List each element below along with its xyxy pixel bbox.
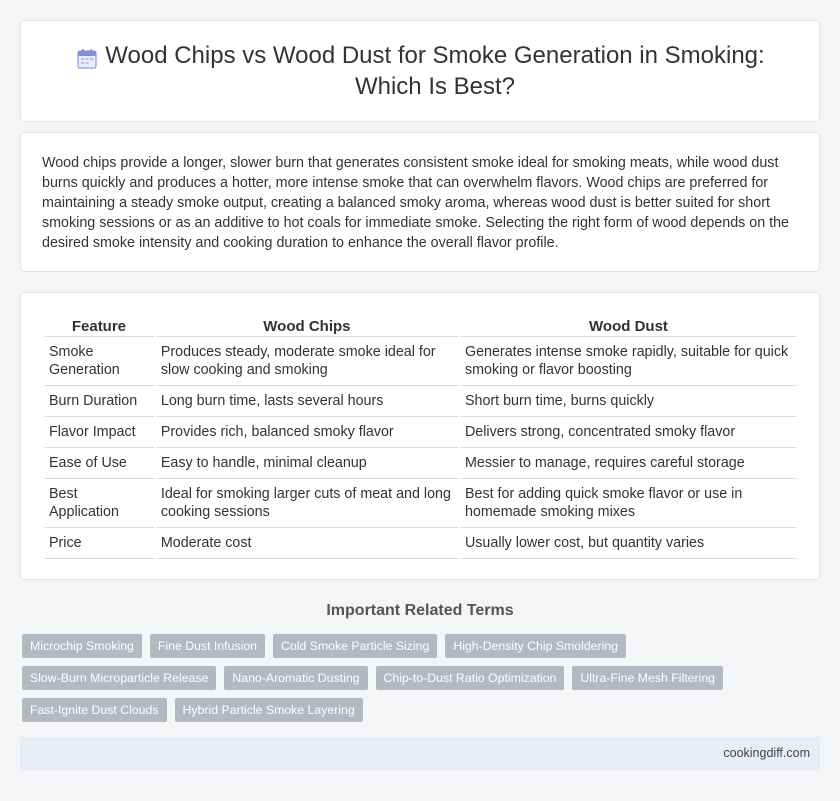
related-term-tag[interactable]: Slow-Burn Microparticle Release	[22, 666, 216, 690]
wood-dust-cell: Generates intense smoke rapidly, suitable for quick smoking or flavor boosting	[460, 337, 797, 386]
page-title: Wood Chips vs Wood Dust for Smoke Generation in Smoking: Which Is Best?	[105, 42, 765, 100]
wood-chips-cell: Moderate cost	[156, 528, 458, 559]
related-term-tag[interactable]: High-Density Chip Smoldering	[445, 634, 626, 658]
header-wood-dust: Wood Dust	[460, 315, 797, 337]
intro-card	[20, 132, 820, 272]
intro-paragraph: Wood chips provide a longer, slower burn that generates consistent smoke ideal for smoking meats, while wood dust burns quickly and produces a hotter, more intense smoke that can overwhelm flavors. Wood chips are preferred for maintaining a steady smoke output, creating a balanced smoky aroma, whereas wood dust is better suited for short smoking sessions or as an additive to hot coals for immediate smoke. Selecting the right form of wood depends on the desired smoke intensity and cooking duration to enhance the overall flavor profile.	[42, 155, 790, 251]
wood-chips-cell: Produces steady, moderate smoke ideal for slow cooking and smoking	[156, 337, 458, 386]
footer-site-link[interactable]: cookingdiff.com	[723, 746, 810, 760]
related-term-tag[interactable]: Nano-Aromatic Dusting	[224, 666, 367, 690]
table-row	[44, 417, 797, 448]
related-term-tag[interactable]: Microchip Smoking	[22, 634, 142, 658]
related-terms-heading: Important Related Terms	[326, 602, 514, 619]
table-row	[44, 337, 797, 386]
table-row	[44, 528, 797, 559]
table-row	[44, 448, 797, 479]
wood-chips-cell: Long burn time, lasts several hours	[156, 386, 458, 417]
table-header-row	[44, 315, 797, 337]
related-term-tag[interactable]: Fine Dust Infusion	[150, 634, 265, 658]
wood-chips-cell: Easy to handle, minimal cleanup	[156, 448, 458, 479]
feature-cell: Smoke Generation	[44, 337, 154, 386]
wood-dust-cell: Delivers strong, concentrated smoky flavor	[460, 417, 797, 448]
feature-cell: Ease of Use	[44, 448, 154, 479]
related-term-tag[interactable]: Hybrid Particle Smoke Layering	[175, 698, 363, 722]
feature-cell: Flavor Impact	[44, 417, 154, 448]
wood-dust-cell: Best for adding quick smoke flavor or use in homemade smoking mixes	[460, 479, 797, 528]
related-terms-list	[22, 634, 812, 730]
comparison-card	[20, 292, 820, 580]
related-term-tag[interactable]: Chip-to-Dust Ratio Optimization	[376, 666, 565, 690]
related-term-tag[interactable]: Cold Smoke Particle Sizing	[273, 634, 437, 658]
wood-dust-cell: Usually lower cost, but quantity varies	[460, 528, 797, 559]
wood-chips-cell: Ideal for smoking larger cuts of meat and long cooking sessions	[156, 479, 458, 528]
header-wood-chips: Wood Chips	[156, 315, 458, 337]
header-feature: Feature	[44, 315, 154, 337]
wood-dust-cell: Short burn time, burns quickly	[460, 386, 797, 417]
title-card	[20, 20, 820, 122]
wood-dust-cell: Messier to manage, requires careful storage	[460, 448, 797, 479]
wood-chips-cell: Provides rich, balanced smoky flavor	[156, 417, 458, 448]
related-term-tag[interactable]: Fast-Ignite Dust Clouds	[22, 698, 167, 722]
table-row	[44, 479, 797, 528]
feature-cell: Burn Duration	[44, 386, 154, 417]
feature-cell: Price	[44, 528, 154, 559]
comparison-table	[42, 315, 799, 559]
table-row	[44, 386, 797, 417]
footer	[20, 737, 820, 770]
feature-cell: Best Application	[44, 479, 154, 528]
related-term-tag[interactable]: Ultra-Fine Mesh Filtering	[572, 666, 723, 690]
